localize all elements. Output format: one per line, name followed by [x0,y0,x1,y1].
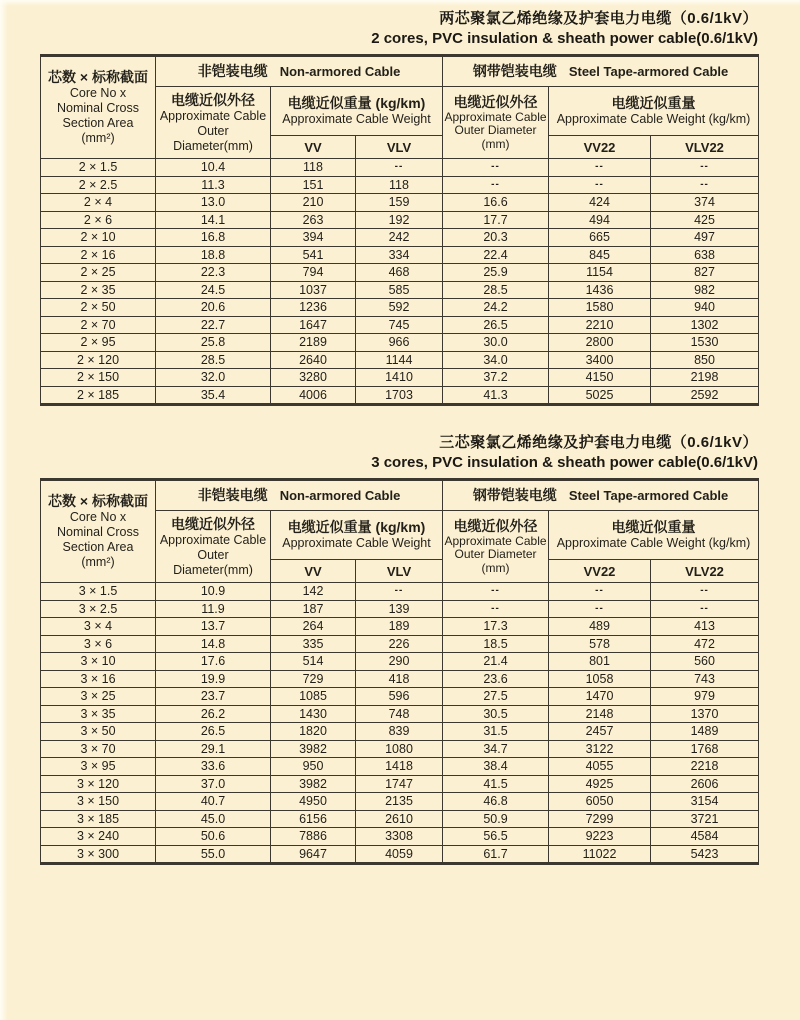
core-size-cell: 3 × 35 [41,705,156,723]
value-cell: 418 [356,670,443,688]
value-cell: 28.5 [443,281,549,299]
value-cell: 6156 [271,810,356,828]
value-cell: 14.8 [156,635,271,653]
weight-header-left: 电缆近似重量 (kg/km) Approximate Cable Weight [271,87,443,136]
value-cell: 6050 [549,793,651,811]
value-cell: 32.0 [156,369,271,387]
table-row [41,740,759,758]
value-cell: 745 [356,316,443,334]
value-cell: 11.3 [156,176,271,194]
value-cell: 468 [356,264,443,282]
core-size-cell: 2 × 95 [41,334,156,352]
value-cell: 2592 [651,386,759,405]
table-row [41,583,759,601]
value-cell: -- [443,583,549,601]
value-cell: 17.6 [156,653,271,671]
value-cell: 10.4 [156,159,271,177]
value-cell: -- [356,583,443,601]
table-row [41,369,759,387]
value-cell: 827 [651,264,759,282]
cable-spec-table-2core [40,54,759,406]
core-size-cell: 3 × 150 [41,793,156,811]
value-cell: 4925 [549,775,651,793]
value-cell: 13.7 [156,618,271,636]
value-cell: 2198 [651,369,759,387]
subcol-header-vv22: VV22 [549,560,651,583]
value-cell: 22.7 [156,316,271,334]
value-cell: 1302 [651,316,759,334]
value-cell: 4059 [356,845,443,864]
table-row [41,758,759,776]
core-size-cell: 2 × 16 [41,246,156,264]
value-cell: 38.4 [443,758,549,776]
value-cell: 560 [651,653,759,671]
value-cell: 3308 [356,828,443,846]
value-cell: 3982 [271,775,356,793]
value-cell: 1080 [356,740,443,758]
value-cell: 1085 [271,688,356,706]
core-size-cell: 2 × 25 [41,264,156,282]
table-row [41,618,759,636]
value-cell: 24.5 [156,281,271,299]
value-cell: 23.7 [156,688,271,706]
value-cell: 20.6 [156,299,271,317]
value-cell: 35.4 [156,386,271,405]
table-row [41,828,759,846]
subcol-header-vlv: VLV [356,560,443,583]
value-cell: 28.5 [156,351,271,369]
core-size-cell: 2 × 150 [41,369,156,387]
section-title-3core [40,432,758,472]
value-cell: 394 [271,229,356,247]
core-size-cell: 3 × 6 [41,635,156,653]
value-cell: 2135 [356,793,443,811]
value-cell: 118 [356,176,443,194]
value-cell: 11.9 [156,600,271,618]
subcol-header-vv: VV [271,136,356,159]
section-title-2core [40,8,758,48]
value-cell: 940 [651,299,759,317]
value-cell: 3154 [651,793,759,811]
spec-header-zh: 芯数 × 标称截面 [48,493,148,509]
value-cell: 2148 [549,705,651,723]
value-cell: 1530 [651,334,759,352]
core-size-cell: 3 × 1.5 [41,583,156,601]
value-cell: 142 [271,583,356,601]
value-cell: 2640 [271,351,356,369]
core-size-cell: 2 × 120 [41,351,156,369]
value-cell: 226 [356,635,443,653]
core-size-cell: 3 × 300 [41,845,156,864]
value-cell: 1580 [549,299,651,317]
value-cell: 18.8 [156,246,271,264]
value-cell: 374 [651,194,759,212]
value-cell: 1436 [549,281,651,299]
table-row [41,810,759,828]
value-cell: 729 [271,670,356,688]
value-cell: -- [651,176,759,194]
subcol-header-vlv22: VLV22 [651,136,759,159]
value-cell: 1430 [271,705,356,723]
value-cell: 845 [549,246,651,264]
value-cell: 23.6 [443,670,549,688]
value-cell: 1747 [356,775,443,793]
value-cell: 1410 [356,369,443,387]
spec-header-cell: 芯数 × 标称截面 Core No x Nominal Cross Section Area (mm²) [41,480,156,583]
value-cell: 4950 [271,793,356,811]
value-cell: 2210 [549,316,651,334]
value-cell: 10.9 [156,583,271,601]
value-cell: 22.3 [156,264,271,282]
value-cell: 189 [356,618,443,636]
value-cell: 17.3 [443,618,549,636]
value-cell: 16.8 [156,229,271,247]
value-cell: 34.0 [443,351,549,369]
steel-armored-group-header: 钢带铠装电缆 Steel Tape-armored Cable [443,56,759,87]
core-size-cell: 2 × 2.5 [41,176,156,194]
value-cell: 585 [356,281,443,299]
value-cell: 4006 [271,386,356,405]
value-cell: 21.4 [443,653,549,671]
table-row [41,194,759,212]
table-row [41,653,759,671]
value-cell: 1418 [356,758,443,776]
diameter-header-left: 电缆近似外径 Approximate Cable Outer Diameter(mm) [156,87,271,159]
core-size-cell: 2 × 50 [41,299,156,317]
diameter-header-right: 电缆近似外径 Approximate Cable Outer Diameter (mm) [443,511,549,583]
value-cell: 839 [356,723,443,741]
value-cell: 3982 [271,740,356,758]
value-cell: -- [651,159,759,177]
value-cell: 139 [356,600,443,618]
value-cell: 335 [271,635,356,653]
value-cell: 22.4 [443,246,549,264]
value-cell: 494 [549,211,651,229]
value-cell: 17.7 [443,211,549,229]
table-row [41,635,759,653]
steel-armored-group-header: 钢带铠装电缆 Steel Tape-armored Cable [443,480,759,511]
value-cell: 18.5 [443,635,549,653]
table-row [41,176,759,194]
table-row [41,229,759,247]
value-cell: 24.2 [443,299,549,317]
value-cell: 334 [356,246,443,264]
value-cell: 31.5 [443,723,549,741]
value-cell: 14.1 [156,211,271,229]
table-row [41,386,759,405]
value-cell: 966 [356,334,443,352]
subcol-header-vv: VV [271,560,356,583]
core-size-cell: 3 × 4 [41,618,156,636]
table-body-3core [41,583,759,864]
subcol-header-vlv22: VLV22 [651,560,759,583]
value-cell: 979 [651,688,759,706]
value-cell: 11022 [549,845,651,864]
table-row [41,845,759,864]
value-cell: 118 [271,159,356,177]
core-size-cell: 3 × 240 [41,828,156,846]
value-cell: 61.7 [443,845,549,864]
value-cell: 7299 [549,810,651,828]
value-cell: 41.3 [443,386,549,405]
value-cell: 1370 [651,705,759,723]
value-cell: 30.5 [443,705,549,723]
section-title-en: 3 cores, PVC insulation & sheath power cable(0.6/1kV) [371,454,758,471]
core-size-cell: 2 × 10 [41,229,156,247]
table-row [41,211,759,229]
core-size-cell: 3 × 95 [41,758,156,776]
value-cell: 4584 [651,828,759,846]
value-cell: 3280 [271,369,356,387]
value-cell: 1489 [651,723,759,741]
value-cell: 514 [271,653,356,671]
value-cell: 1058 [549,670,651,688]
core-size-cell: 3 × 50 [41,723,156,741]
diameter-header-left: 电缆近似外径 Approximate Cable Outer Diameter(mm) [156,511,271,583]
value-cell: 472 [651,635,759,653]
value-cell: 33.6 [156,758,271,776]
value-cell: 2457 [549,723,651,741]
value-cell: -- [651,583,759,601]
value-cell: 210 [271,194,356,212]
core-size-cell: 2 × 6 [41,211,156,229]
value-cell: -- [443,159,549,177]
non-armored-group-header: 非铠装电缆 Non-armored Cable [156,56,443,87]
table-row [41,334,759,352]
value-cell: 1037 [271,281,356,299]
value-cell: 1768 [651,740,759,758]
value-cell: 801 [549,653,651,671]
value-cell: 26.5 [156,723,271,741]
value-cell: 638 [651,246,759,264]
value-cell: 592 [356,299,443,317]
value-cell: 748 [356,705,443,723]
value-cell: 46.8 [443,793,549,811]
value-cell: -- [549,583,651,601]
table-body-2core [41,159,759,405]
diameter-header-right: 电缆近似外径 Approximate Cable Outer Diameter (mm) [443,87,549,159]
core-size-cell: 3 × 2.5 [41,600,156,618]
value-cell: 37.0 [156,775,271,793]
value-cell: 425 [651,211,759,229]
value-cell: 40.7 [156,793,271,811]
value-cell: 26.2 [156,705,271,723]
value-cell: 290 [356,653,443,671]
value-cell: 1647 [271,316,356,334]
table-row [41,281,759,299]
table-row [41,670,759,688]
table-row [41,159,759,177]
value-cell: 9223 [549,828,651,846]
value-cell: 56.5 [443,828,549,846]
value-cell: 151 [271,176,356,194]
value-cell: 187 [271,600,356,618]
value-cell: 29.1 [156,740,271,758]
weight-header-left: 电缆近似重量 (kg/km) Approximate Cable Weight [271,511,443,560]
value-cell: 264 [271,618,356,636]
value-cell: 263 [271,211,356,229]
value-cell: 41.5 [443,775,549,793]
weight-header-right: 电缆近似重量 Approximate Cable Weight (kg/km) [549,511,759,560]
weight-header-right: 电缆近似重量 Approximate Cable Weight (kg/km) [549,87,759,136]
value-cell: 743 [651,670,759,688]
value-cell: 159 [356,194,443,212]
value-cell: 794 [271,264,356,282]
value-cell: 2218 [651,758,759,776]
value-cell: 1236 [271,299,356,317]
core-size-cell: 2 × 35 [41,281,156,299]
value-cell: 424 [549,194,651,212]
value-cell: 30.0 [443,334,549,352]
table-row [41,351,759,369]
value-cell: 7886 [271,828,356,846]
core-size-cell: 2 × 185 [41,386,156,405]
value-cell: -- [549,176,651,194]
non-armored-group-header: 非铠装电缆 Non-armored Cable [156,480,443,511]
value-cell: 1144 [356,351,443,369]
value-cell: 4055 [549,758,651,776]
core-size-cell: 3 × 70 [41,740,156,758]
value-cell: 413 [651,618,759,636]
value-cell: 1703 [356,386,443,405]
core-size-cell: 3 × 16 [41,670,156,688]
value-cell: 497 [651,229,759,247]
section-title-zh: 三芯聚氯乙烯绝缘及护套电力电缆（0.6/1kV） [439,434,758,451]
value-cell: 950 [271,758,356,776]
table-row [41,600,759,618]
value-cell: -- [443,176,549,194]
value-cell: 3721 [651,810,759,828]
value-cell: 2610 [356,810,443,828]
value-cell: 4150 [549,369,651,387]
value-cell: 50.6 [156,828,271,846]
value-cell: 55.0 [156,845,271,864]
cable-spec-table-3core [40,478,759,865]
table-row [41,299,759,317]
core-size-cell: 3 × 25 [41,688,156,706]
value-cell: -- [651,600,759,618]
value-cell: 541 [271,246,356,264]
value-cell: 37.2 [443,369,549,387]
table-row [41,775,759,793]
section-title-zh: 两芯聚氯乙烯绝缘及护套电力电缆（0.6/1kV） [439,10,758,27]
value-cell: 26.5 [443,316,549,334]
subcol-header-vv22: VV22 [549,136,651,159]
value-cell: 3400 [549,351,651,369]
value-cell: 5025 [549,386,651,405]
value-cell: 16.6 [443,194,549,212]
value-cell: 34.7 [443,740,549,758]
value-cell: 665 [549,229,651,247]
value-cell: 19.9 [156,670,271,688]
core-size-cell: 2 × 1.5 [41,159,156,177]
table-row [41,316,759,334]
value-cell: 27.5 [443,688,549,706]
core-size-cell: 2 × 70 [41,316,156,334]
spec-header-cell: 芯数 × 标称截面 Core No x Nominal Cross Section Area (mm²) [41,56,156,159]
table-row [41,246,759,264]
value-cell: 578 [549,635,651,653]
value-cell: 1820 [271,723,356,741]
value-cell: 192 [356,211,443,229]
value-cell: 596 [356,688,443,706]
spec-header-zh: 芯数 × 标称截面 [48,69,148,85]
value-cell: 9647 [271,845,356,864]
value-cell: -- [549,159,651,177]
value-cell: -- [356,159,443,177]
table-row [41,723,759,741]
value-cell: 5423 [651,845,759,864]
table-row [41,793,759,811]
value-cell: 45.0 [156,810,271,828]
core-size-cell: 2 × 4 [41,194,156,212]
value-cell: 1470 [549,688,651,706]
table-row [41,688,759,706]
subcol-header-vlv: VLV [356,136,443,159]
value-cell: 13.0 [156,194,271,212]
section-title-en: 2 cores, PVC insulation & sheath power cable(0.6/1kV) [371,30,758,47]
value-cell: 242 [356,229,443,247]
value-cell: 50.9 [443,810,549,828]
core-size-cell: 3 × 120 [41,775,156,793]
value-cell: -- [443,600,549,618]
value-cell: 2189 [271,334,356,352]
value-cell: 3122 [549,740,651,758]
value-cell: 850 [651,351,759,369]
value-cell: 25.9 [443,264,549,282]
value-cell: 489 [549,618,651,636]
table-row [41,264,759,282]
value-cell: 1154 [549,264,651,282]
core-size-cell: 3 × 10 [41,653,156,671]
value-cell: 982 [651,281,759,299]
value-cell: -- [549,600,651,618]
value-cell: 2800 [549,334,651,352]
value-cell: 2606 [651,775,759,793]
core-size-cell: 3 × 185 [41,810,156,828]
table-row [41,705,759,723]
value-cell: 20.3 [443,229,549,247]
value-cell: 25.8 [156,334,271,352]
